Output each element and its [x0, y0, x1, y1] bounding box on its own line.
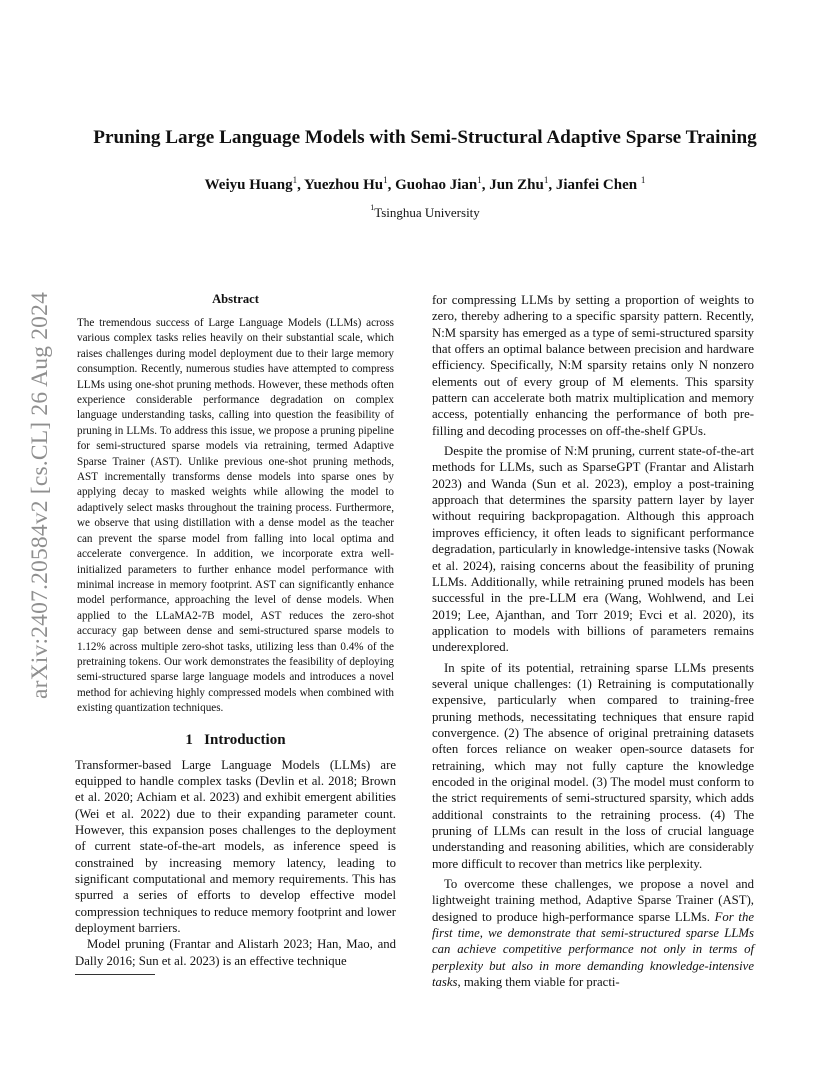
- abstract-text: The tremendous success of Large Language Models (LLMs) across various complex tasks relies heavily on their substantial scale, which raises challenges during model deployment due to their large memory consumption. Recently, numerous studies have attempted to compress LLMs using one-shot pruning methods. However, these methods often experience considerable performance degradation on complex language understanding tasks, calling into question the feasibility of pruning in LLMs. To address this issue, we propose a pruning pipeline for semi-structured sparse models via retraining, termed Adaptive Sparse Trainer (AST). Unlike previous one-shot pruning methods, AST incrementally transforms dense models into sparse ones by applying decay to masked weights while allowing the model to adaptively select masks throughout the training process. Furthermore, we observe that using distillation with a dense model as the teacher can prevent the sparse model from falling into local optima and accelerate convergence. In addition, we incorporate extra well-initialized parameters to further enhance model performance with minimal increase in memory footprint. AST can significantly enhance model performance, approaching the level of dense models. When applied to the LLaMA2-7B model, AST reduces the zero-shot accuracy gap between dense and semi-structured sparse models to 1.12% across multiple zero-shot tasks, utilizing less than 0.4% of the pretraining tokens. Our work demonstrates the feasibility of deploying semi-structured sparse large language models and introduces a novel method for achieving highly compressed models when combined with existing quantization techniques.: [77, 317, 394, 715]
- intro-paragraph-3: for compressing LLMs by setting a proportion of weights to zero, thereby adhering to a specific sparsity pattern. Recently, N:M sparsity has emerged as a type of semi-structured sparsity that offers an optimal balance between precision and hardware efficiency. Specifically, N:M sparsity retains only N nonzero elements out of every group of M elements. This sparsity pattern can accelerate both matrix multiplication and memory access, potentially enhancing the performance of both pre-filling and decoding processes on off-the-shelf GPUs.: [432, 293, 754, 438]
- section-number: 1: [185, 731, 193, 748]
- paragraph-emphasis: For the first time, we demonstrate that semi-structured sparse LLMs can achieve competitive performance not only in terms of perplexity but also in more demanding knowledge-intensive tasks: [432, 909, 755, 990]
- paragraph-tail: , making them viable for practi-: [457, 975, 620, 990]
- affiliation-name: Tsinghua University: [374, 205, 480, 220]
- section-title: Introduction: [204, 731, 286, 748]
- author-3: Guohao Jian$^1$,: [395, 175, 490, 193]
- intro-paragraph-5: In spite of its potential, retraining sparse LLMs presents several unique challenges: (1) Retraining is computationally expensive, particularly when compared to training-free pruning methods, necessitating techniques that ensure rapid convergence. (2) The absence of original pretraining datasets often forces reliance on weaker open-source datasets for retraining, which may not fully capture the knowledge encoded in the original model. (3) The model must conform to the strict requirements of semi-structured sparsity, which adds additional constraints to the retraining process. (4) The pruning of LLMs can result in the loss of crucial language understanding and reasoning abilities, which are considerably more difficult to recover than metrics like perplexity.: [432, 660, 754, 871]
- section-heading-introduction: [75, 732, 396, 749]
- arxiv-identifier: [24, 286, 58, 704]
- paragraph-lead: To overcome these challenges, we propose a novel and lightweight training method, Adaptive Sparse Trainer (AST), designed to produce high-performance sparse LLMs.: [432, 877, 754, 924]
- intro-paragraph-6: [432, 876, 754, 990]
- affiliation: [60, 205, 790, 221]
- author-2: Yuezhou Hu$^1$,: [304, 175, 396, 193]
- footnote-rule: [75, 974, 155, 975]
- arxiv-identifier-text: arXiv:2407.20584v2 [cs.CL] 26 Aug 2024: [27, 291, 54, 699]
- intro-paragraph-4: Despite the promise of N:M pruning, current state-of-the-art methods for LLMs, such as SparseGPT (Frantar and Alistarh 2023) and Wanda (Sun et al. 2023), employ a post-training approach that determines the sparsity pattern layer by layer without requiring backpropagation. Although this approach improves efficiency, it often leads to significant performance degradation, particularly in knowledge-intensive tasks (Nowak et al. 2024), raising concerns about the feasibility of pruning LLMs. Additionally, while retraining pruned models has been successful in the pre-LLM era (Wang, Wohlwend, and Lei 2019; Lee, Ajanthan, and Torr 2019; Evci et al. 2020), its application to models with billions of parameters remains underexplored.: [432, 444, 754, 655]
- affiliation-mark: 1: [370, 203, 375, 212]
- author-list: [60, 177, 790, 194]
- intro-paragraph-2: Model pruning (Frantar and Alistarh 2023; Han, Mao, and Dally 2016; Sun et al. 2023) is an effective technique: [75, 937, 396, 968]
- left-column: [75, 292, 396, 975]
- author-1: Weiyu Huang$^1$,: [204, 175, 305, 193]
- right-column: [432, 292, 754, 994]
- abstract-heading: Abstract: [212, 292, 259, 306]
- intro-paragraph-1: Transformer-based Large Language Models (LLMs) are equipped to handle complex tasks (Devlin et al. 2018; Brown et al. 2020; Achiam et al. 2023) and exhibit emergent abilities (Wei et al. 2022) due to their expanding parameter count. However, this expansion poses challenges to the deployment of current state-of-the-art models, as inference speed is constrained by increasing memory latency, leading to significant computational and memory requirements. This has spurred a series of efforts to develop effective model compression techniques to reduce memory footprint and lower deployment barriers.: [75, 757, 396, 935]
- author-5: Jianfei Chen $^1$: [555, 175, 646, 193]
- paper-title: Pruning Large Language Models with Semi-Structural Adaptive Sparse Training: [93, 127, 757, 148]
- author-4: Jun Zhu$^1$,: [489, 175, 556, 193]
